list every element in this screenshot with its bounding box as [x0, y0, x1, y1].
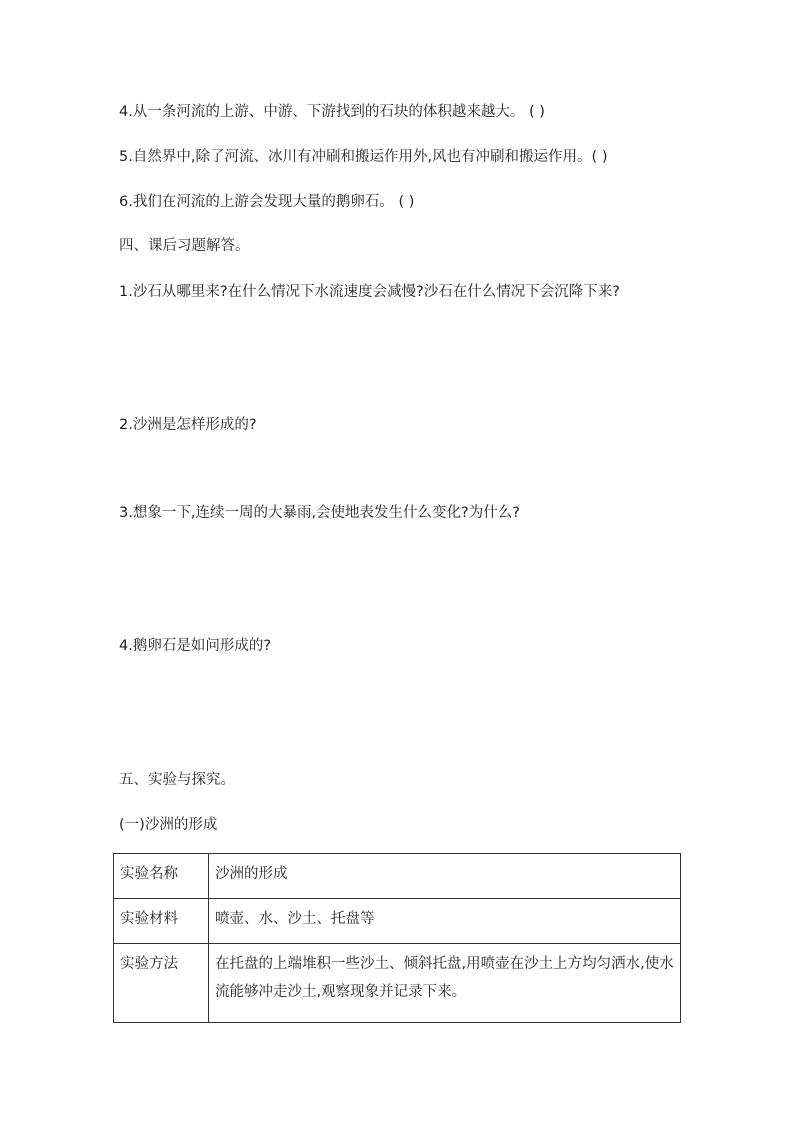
table-key-cell: 实验方法 [114, 944, 209, 1023]
section-5-heading: 五、实验与探究。 [119, 772, 235, 788]
section-4-heading: 四、课后习题解答。 [119, 238, 250, 254]
table-row [114, 944, 681, 1023]
table-row [114, 899, 681, 944]
judgement-question-5: 5.自然界中,除了河流、冰川有冲刷和搬运作用外,风也有冲刷和搬运作用。( ) [119, 149, 608, 165]
judgement-question-4: 4.从一条河流的上游、中游、下游找到的石块的体积越来越大。 ( ) [119, 104, 545, 120]
judgement-question-6: 6.我们在河流的上游会发现大量的鹅卵石。 ( ) [119, 194, 415, 210]
experiment-subtitle: (一)沙洲的形成 [119, 817, 218, 833]
table-row [114, 854, 681, 899]
exercise-question-1: 1.沙石从哪里来?在什么情况下水流速度会减慢?沙石在什么情况下会沉降下来? [119, 284, 620, 300]
table-value-cell: 沙洲的形成 [209, 854, 681, 899]
table-key-cell: 实验材料 [114, 899, 209, 944]
exercise-question-2: 2.沙洲是怎样形成的? [119, 417, 257, 433]
exercise-question-4: 4.鹅卵石是如问形成的? [119, 638, 272, 654]
experiment-table [113, 853, 681, 1023]
table-value-cell: 喷壶、水、沙土、托盘等 [209, 899, 681, 944]
table-value-cell: 在托盘的上端堆积一些沙土、倾斜托盘,用喷壶在沙土上方均匀洒水,使水流能够冲走沙土,观察现象并记录下来。 [209, 944, 681, 1023]
table-key-cell: 实验名称 [114, 854, 209, 899]
exercise-question-3: 3.想象一下,连续一周的大暴雨,会使地表发生什么变化?为什么? [119, 505, 520, 521]
